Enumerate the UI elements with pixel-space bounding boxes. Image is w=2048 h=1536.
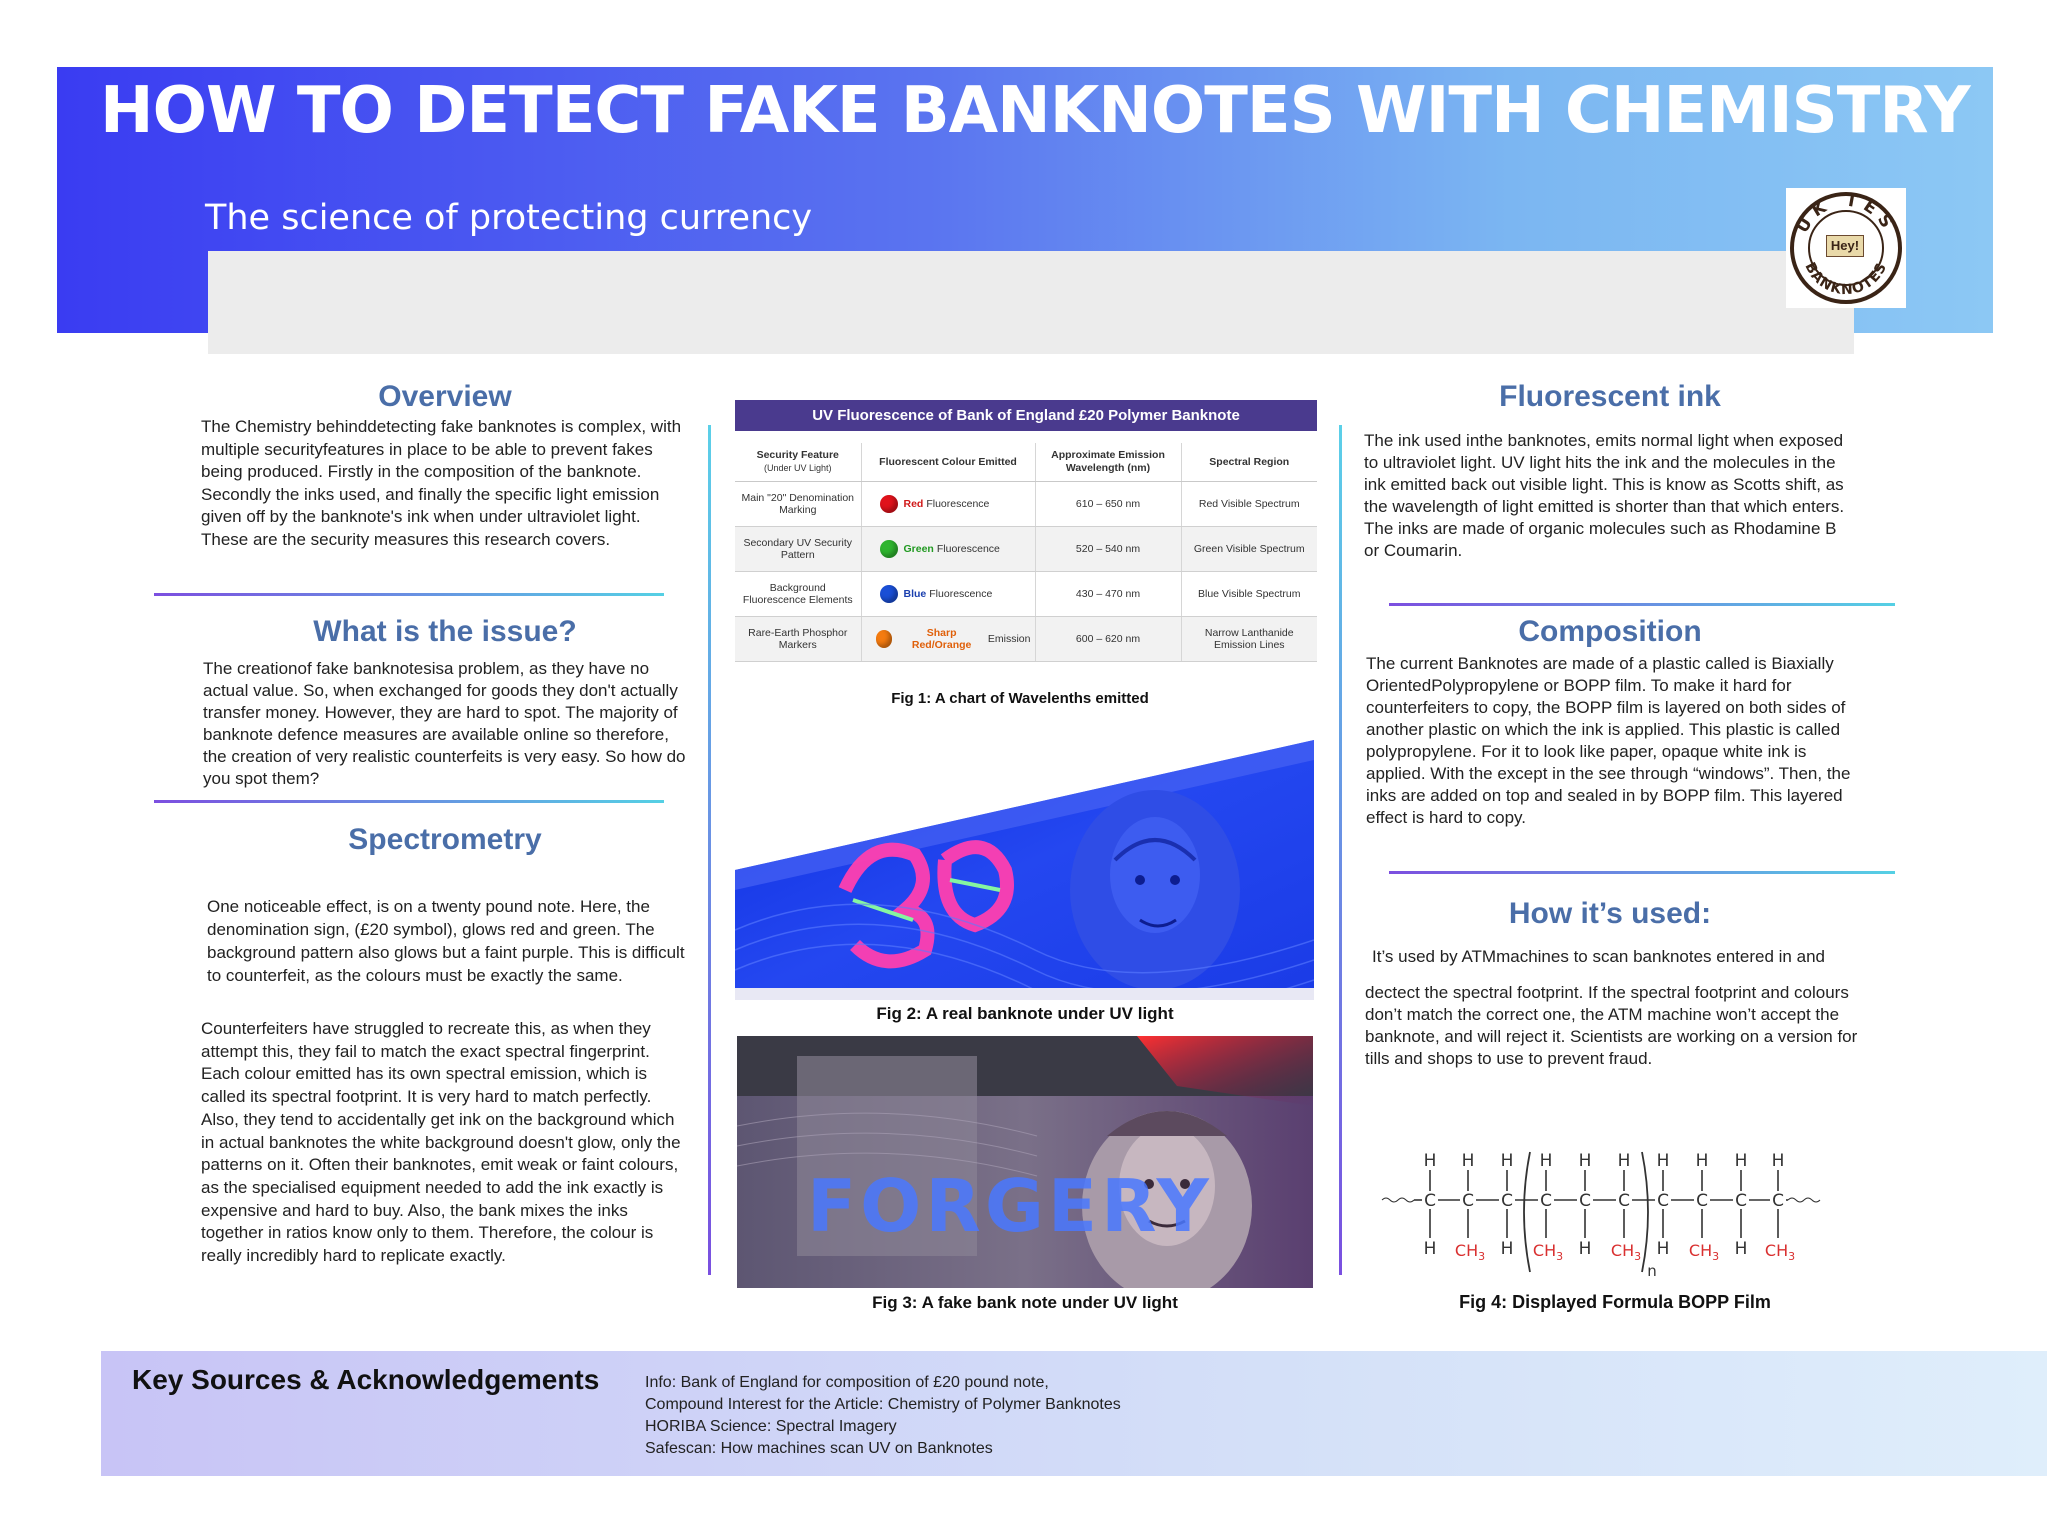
region-cell: Green Visible Spectrum <box>1181 527 1317 572</box>
table-header-row <box>735 443 1317 482</box>
colour-suffix: Fluorescence <box>926 498 990 510</box>
wavelength-cell: 610 – 650 nm <box>1035 482 1181 527</box>
wavelength-cell: 520 – 540 nm <box>1035 527 1181 572</box>
table-header <box>735 443 861 482</box>
region-cell: Red Visible Spectrum <box>1181 482 1317 527</box>
chain-end <box>1382 1198 1414 1202</box>
colour-name: Red <box>903 498 924 510</box>
source-line: Info: Bank of England for composition of £20 pound note, <box>645 1374 1049 1391</box>
repeat-count: n <box>1647 1262 1657 1280</box>
source-line: HORIBA Science: Spectral Imagery <box>645 1418 897 1435</box>
region-cell: Narrow Lanthanide Emission Lines <box>1181 617 1317 662</box>
table-row <box>735 482 1317 527</box>
carbon-atom: C <box>1462 1191 1474 1211</box>
usage-text-2: dectect the spectral footprint. If the spectral footprint and colours don’t match the correct one, the ATM machine won’t accept the banknote, and will reject it. Scientists are working on a version for tills and shops to use to prevent fraud. <box>1365 983 1858 1068</box>
fake-banknote-uv-image <box>737 1036 1313 1288</box>
hydrogen-atom: H <box>1423 1151 1437 1171</box>
colour-name: Sharp Red/Orange <box>911 627 972 651</box>
carbon-atom: C <box>1424 1191 1436 1211</box>
hydrogen-atom: H <box>1656 1239 1670 1259</box>
uv-fluorescence-table <box>735 443 1317 662</box>
carbon-atom: C <box>1696 1191 1708 1211</box>
composition-text: The current Banknotes are made of a plastic called is Biaxially OrientedPolypropylene or BOPP film. To make it hard for counterfeiters to copy, the BOPP film is layered on both sides of another plastic on which the ink is applied. This plastic is called polypropylene. For it to look like paper, opaque white ink is applied. With the except in the see through “windows”. Then, the inks are added on top and sealed in by BOPP film. This layered effect is hard to copy. <box>1366 654 1851 827</box>
feature-cell: Background Fluorescence Elements <box>735 572 861 617</box>
divider <box>1389 603 1895 606</box>
table-header-label: Security Feature <box>756 449 839 461</box>
bopp-formula-diagram <box>1380 1140 1830 1280</box>
fluorescent-heading: Fluorescent ink <box>1499 380 1721 413</box>
divider <box>154 800 664 803</box>
hydrogen-atom: H <box>1771 1151 1785 1171</box>
spectrometry-text-1: One noticeable effect, is on a twenty pound note. Here, the denomination sign, (£20 symbol), glows red and green. The background pattern also glows but a faint purple. This is difficult to counterfeit, as the colours must be exactly the same. <box>207 897 685 985</box>
svg-text:UK TES: UK TES <box>1792 191 1900 237</box>
sources-heading: Key Sources & Acknowledgements <box>132 1364 600 1395</box>
methyl-group: $CH_3$ <box>1532 1241 1564 1263</box>
sources-list <box>645 1372 1121 1460</box>
colour-name: Blue <box>903 588 927 600</box>
fig4-caption: Fig 4: Displayed Formula BOPP Film <box>1459 1292 1771 1312</box>
spectrometry-text-2: Counterfeiters have struggled to recreate this, as when they attempt this, they fail to match the exact spectral fingerprint. Each colour emitted has its own spectral emission, which is called its spectral footprint. It is very hard to match perfectly. Also, they tend to accidentally get ink on the background which in actual banknotes the white background doesn't glow, only the patterns on it. Often their banknotes, emit weak or faint colours, as the specialised equipment needed to add the ink exactly is expensive and hard to buy. Also, the bank mixes the inks together in ratios know only to them. Therefore, the colour is really incredibly hard to replicate exactly. <box>201 1019 681 1266</box>
region-cell: Blue Visible Spectrum <box>1181 572 1317 617</box>
uk-tes-banknotes-logo <box>1786 188 1906 308</box>
hydrogen-atom: H <box>1734 1239 1748 1259</box>
logo-label: Hey! <box>1826 235 1864 257</box>
table-row <box>735 617 1317 662</box>
table-header: Spectral Region <box>1181 443 1317 482</box>
overview-text: The Chemistry behinddetecting fake banknotes is complex, with multiple securityfeatures in place to be able to prevent fakes being produced. Firstly in the composition of the banknote. Secondly the inks used, and finally the specific light emission given off by the banknote's ink when under ultraviolet light. These are the security measures this research covers. <box>201 417 682 549</box>
hydrogen-atom: H <box>1423 1239 1437 1259</box>
methyl-group: $CH_3$ <box>1454 1241 1486 1263</box>
hydrogen-atom: H <box>1578 1151 1592 1171</box>
banner-grey-strip <box>208 251 1854 354</box>
composition-heading: Composition <box>1518 615 1702 648</box>
repeat-bracket <box>1642 1152 1648 1272</box>
green-dot-icon <box>880 540 898 558</box>
carbon-atom: C <box>1618 1191 1630 1211</box>
svg-text:FORGERY: FORGERY <box>807 1164 1213 1248</box>
carbon-atom: C <box>1735 1191 1747 1211</box>
colour-name: Green <box>903 543 934 555</box>
issue-text: The creationof fake banknotesisa problem, as they have no actual value. So, when exchanged for goods they don't actually transfer money. However, they are hard to spot. The majority of banknote defence measures are available online so therefore, the creation of very realistic counterfeits is very easy. So how do you spot them? <box>203 659 686 788</box>
carbon-atom: C <box>1501 1191 1513 1211</box>
svg-text:BANKNOTES: BANKNOTES <box>1801 259 1891 299</box>
hydrogen-atom: H <box>1617 1151 1631 1171</box>
real-banknote-uv-photo <box>735 730 1314 1000</box>
feature-cell: Main "20" Denomination Marking <box>735 482 861 527</box>
column-divider <box>708 425 711 1275</box>
hydrogen-atom: H <box>1539 1151 1553 1171</box>
table-header-sublabel: (Under UV Light) <box>763 463 832 473</box>
uv-fluorescence-table-figure <box>735 400 1317 672</box>
wavelength-cell: 600 – 620 nm <box>1035 617 1181 662</box>
page-subtitle: The science of protecting currency <box>205 198 813 238</box>
carbon-atom: C <box>1657 1191 1669 1211</box>
hydrogen-atom: H <box>1500 1151 1514 1171</box>
hydrogen-atom: H <box>1656 1151 1670 1171</box>
spectrometry-heading: Spectrometry <box>348 823 542 856</box>
table-header: Approximate Emission Wavelength (nm) <box>1035 443 1181 482</box>
table-row <box>735 572 1317 617</box>
orange-dot-icon <box>876 630 893 648</box>
hydrogen-atom: H <box>1500 1239 1514 1259</box>
carbon-atom: C <box>1540 1191 1552 1211</box>
colour-suffix: Emission <box>987 633 1031 645</box>
source-line: Compound Interest for the Article: Chemistry of Polymer Banknotes <box>645 1396 1121 1413</box>
usage-text-1: It’s used by ATMmachines to scan banknotes entered in and <box>1372 947 1825 966</box>
fluorescent-text: The ink used inthe banknotes, emits normal light when exposed to ultraviolet light. UV light hits the ink and the molecules in the ink emitted back out visible light. This is know as Scotts shift, as the wavelength of light emitted is shorter than that which enters. The inks are made of organic molecules such as Rhodamine B or Coumarin. <box>1364 431 1845 560</box>
colour-suffix: Fluorescence <box>936 543 1000 555</box>
repeat-bracket <box>1524 1152 1530 1272</box>
fig1-caption: Fig 1: A chart of Wavelenths emitted <box>891 690 1149 707</box>
bopp-displayed-formula <box>1380 1140 1830 1280</box>
hydrogen-atom: H <box>1578 1239 1592 1259</box>
table-row <box>735 527 1317 572</box>
hydrogen-atom: H <box>1461 1151 1475 1171</box>
chain-end <box>1788 1198 1820 1202</box>
methyl-group: $CH_3$ <box>1688 1241 1720 1263</box>
page-title: HOW TO DETECT FAKE BANKNOTES WITH CHEMISTRY <box>100 74 1970 148</box>
methyl-group: $CH_3$ <box>1764 1241 1796 1263</box>
source-line: Safescan: How machines scan UV on Banknotes <box>645 1440 993 1457</box>
red-dot-icon <box>880 495 898 513</box>
overview-heading: Overview <box>378 380 512 413</box>
table-header: Fluorescent Colour Emitted <box>861 443 1035 482</box>
issue-heading: What is the issue? <box>313 615 577 648</box>
hydrogen-atom: H <box>1734 1151 1748 1171</box>
carbon-atom: C <box>1579 1191 1591 1211</box>
table-title: UV Fluorescence of Bank of England £20 Polymer Banknote <box>735 400 1317 431</box>
feature-cell: Secondary UV Security Pattern <box>735 527 861 572</box>
fake-banknote-uv-photo <box>737 1036 1313 1288</box>
carbon-atom: C <box>1772 1191 1784 1211</box>
usage-heading: How it’s used: <box>1508 897 1712 930</box>
hydrogen-atom: H <box>1695 1151 1709 1171</box>
feature-cell: Rare-Earth Phosphor Markers <box>735 617 861 662</box>
methyl-group: $CH_3$ <box>1610 1241 1642 1263</box>
real-banknote-uv-image <box>735 730 1314 1000</box>
colour-suffix: Fluorescence <box>929 588 993 600</box>
fig3-caption: Fig 3: A fake bank note under UV light <box>872 1293 1178 1312</box>
wavelength-cell: 430 – 470 nm <box>1035 572 1181 617</box>
blue-dot-icon <box>880 585 898 603</box>
column-divider <box>1339 425 1342 1275</box>
fig2-caption: Fig 2: A real banknote under UV light <box>876 1004 1174 1023</box>
divider <box>1389 871 1895 874</box>
divider <box>154 593 664 596</box>
